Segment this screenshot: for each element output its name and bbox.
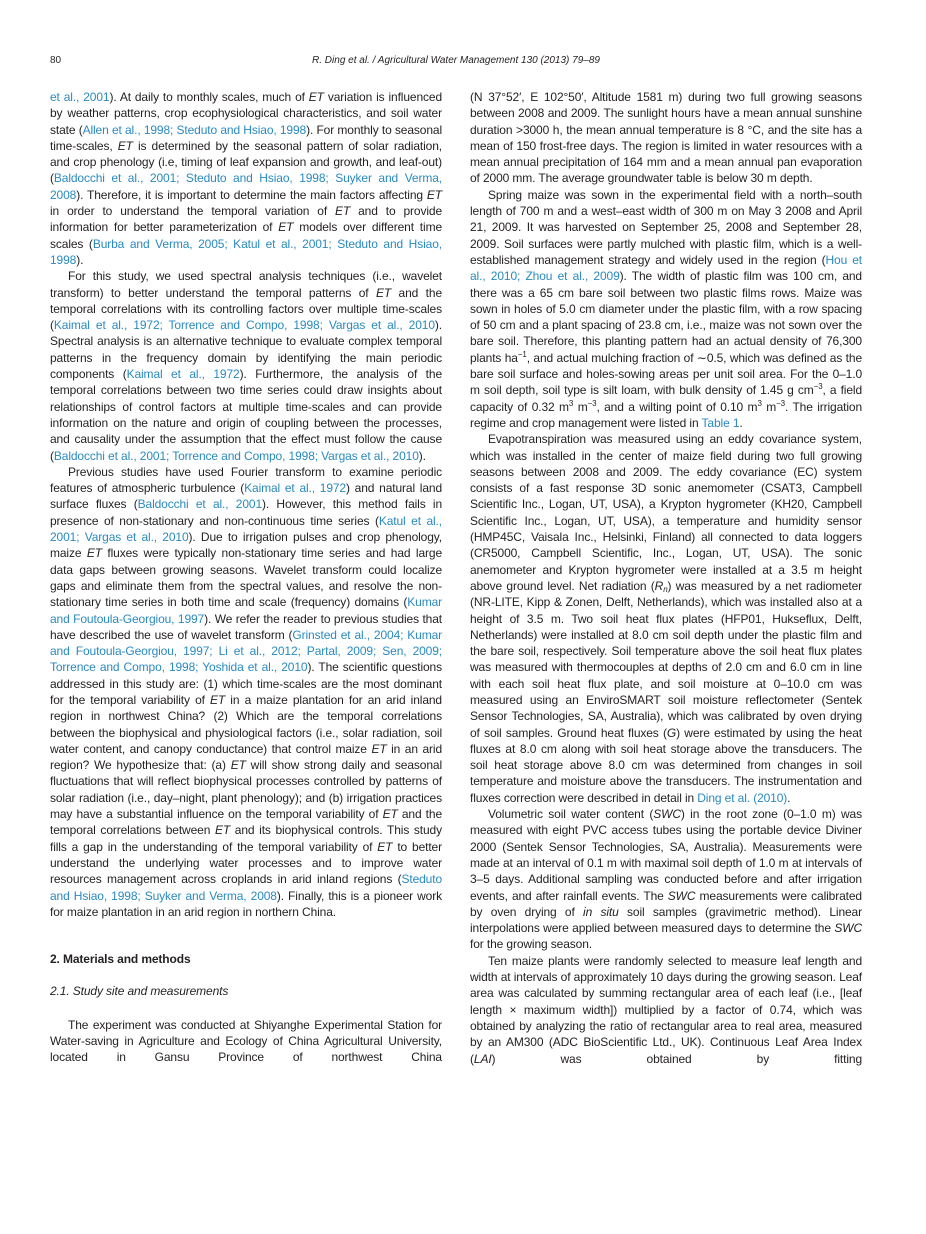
paragraph: [470, 187, 862, 431]
italic-text: SWC: [834, 921, 862, 936]
text-run: Volumetric soil water content (: [488, 807, 654, 822]
superscript: 3: [568, 398, 574, 408]
text-run: ) was measured by a net radiometer (NR-LITE, Kipp & Zonen, Delft, Netherlands), which was installed also at a height of 3.5 m. Two soil heat flux plates (HFP01, Hukseflux, Delft, Netherlands) were installed at 8.0 cm soil depth under the plastic film and the bare soil, respectively. Soil temperature above the soil heat flux plates was measured with thermocouples at depths of 2.0 cm and 6.0 cm in line with each soil heat flux plate, and soil moisture at 0–10.0 cm was measured using an EnviroSMART soil moisture reflectometer (Sentek Sensor Technologies, SA, Australia), which was calibrated by oven drying of soil samples. Ground heat fluxes (: [470, 578, 862, 740]
running-header: R. Ding et al. / Agricultural Water Management 130 (2013) 79–89: [312, 55, 600, 66]
paragraph: [470, 89, 862, 187]
italic-text: G: [666, 725, 677, 740]
right-column: [470, 89, 862, 1067]
citation-link[interactable]: Baldocchi et al., 2001; Steduto and Hsiao, 1998; Suyker and Verma, 2008: [50, 171, 442, 202]
subscript: n: [663, 584, 668, 594]
text-run: Previous studies have used Fourier transform to examine periodic features of atmospheric turbulence (: [50, 464, 442, 496]
text-run: ). Finally, this is a pioneer work for maize plantation in an arid region in northern China.: [50, 888, 442, 919]
text-run: Ten maize plants were randomly selected to measure leaf length and width at intervals of approximately 10 days during the growing season. Leaf area was calculated by summing rectangular area of each leaf (i.e., [leaf length × maximum width]) multiplied by a factor of 0.74, which was obtained by analyzing the ratio of rectangular area to real area, measured by an AM300 (ADC BioScientific Ltd., UK). Continuous Leaf Area Index (: [470, 953, 862, 1066]
citation-link[interactable]: Baldocchi et al., 2001; Torrence and Compo, 1998; Vargas et al., 2010: [53, 448, 419, 463]
italic-text: ET: [214, 823, 231, 838]
text-run: ).: [418, 448, 426, 463]
text-run: and the temporal correlations between: [50, 807, 442, 838]
text-run: Evapotranspiration was measured using an eddy covariance system, which was installed in the center of maize field during two full growing seasons between 2008 and 2009. The eddy covariance (EC) system consists of a fast response 3D sonic anemometer (CSAT3, Campbell Scientific Inc., Logan, UT, USA), a Krypton hygrometer (KH20, Campbell Scientific Inc., Logan, UT, USA), a temperature and humidity sensor (HMP45C, Vaisala Inc., Helsinki, Finland) all connected to data loggers (CR5000, Campbell Scientific, Inc., Logan, UT, USA). The sonic anemometer and Krypton hygrometer were installed at a 3.5 m height above ground level. Net radiation (: [470, 432, 862, 593]
text-run: ). Furthermore, the analysis of the temporal correlations between two time series could draw insights about relationships of control factors at multiple time-scales and can provide information on the nature and origin of coupling between the processes, and causality under the assumption that the effect must follow the cause (: [50, 367, 442, 463]
citation-link[interactable]: Burba and Verma, 2005; Katul et al., 2001; Steduto and Hsiao, 1998: [50, 236, 442, 267]
text-run: ). Due to irrigation pulses and crop phenology, maize: [50, 530, 442, 561]
left-column: [50, 89, 442, 1066]
paragraph: [50, 89, 442, 268]
citation-link[interactable]: Baldocchi et al., 2001: [137, 497, 262, 512]
text-run: The experiment was conducted at Shiyanghe Experimental Station for Water-saving in Agriculture and Ecology of China Agricultural University, located in Gansu Province of northwest China: [50, 1017, 442, 1065]
text-run: .: [739, 415, 743, 430]
text-run: , and a wilting point of 0.10 m: [596, 399, 758, 414]
citation-link[interactable]: Ding et al. (2010): [697, 790, 788, 805]
italic-text: ET: [382, 807, 398, 822]
text-run: ). Therefore, it is important to determine the main factors affecting: [76, 187, 427, 202]
superscript: −3: [587, 398, 597, 408]
text-run: ). At daily to monthly scales, much of: [109, 90, 309, 104]
citation-link[interactable]: Grinsted et al., 2004; Kumar and Foutoula-Georgiou, 1997; Li et al., 2012; Partal, 2009; Sen, 2009; Torrence and Compo, 1998; Yoshida et al., 2010: [50, 627, 443, 675]
text-run: ). However, this method fails in presence of non-stationary and non-continuous time series (: [50, 497, 442, 528]
text-run: m: [761, 399, 777, 414]
citation-link[interactable]: Allen et al., 1998; Steduto and Hsiao, 1998: [82, 122, 307, 137]
paragraph: [50, 464, 442, 920]
text-run: For this study, we used spectral analysis techniques (i.e., wavelet transform) to better understand the temporal patterns of: [50, 269, 442, 300]
text-run: soil samples (gravimetric method). Linear interpolations were applied between measured days to determine the: [470, 904, 862, 936]
text-run: variation is influenced by weather patterns, crop ecophysiological characteristics, and soil water state (: [50, 90, 442, 137]
citation-link[interactable]: Kaimal et al., 1972: [126, 367, 240, 382]
italic-text: LAI: [473, 1051, 492, 1066]
text-run: , and actual mulching fraction of ∼0.5, which was defined as the bare soil surface and holes-sowing areas per unit soil area. For the 0–1.0 m soil depth, soil type is silt loam, with bulk density of 1.45 g cm: [470, 350, 862, 398]
text-run: ). We refer the reader to previous studies that have described the use of wavelet transform (: [50, 611, 443, 642]
text-run: ) were estimated by using the heat fluxes at 8.0 cm along with soil heat storage above the transducers. The soil heat storage above 8.0 cm was determined from changes in soil temperature and moisture above the transducers. The instrumentation and fluxes correction were described in detail in: [470, 725, 862, 805]
superscript: −3: [813, 382, 823, 392]
text-run: models over different time scales (: [50, 220, 442, 251]
italic-text: ET: [308, 90, 324, 104]
italic-text: ET: [210, 692, 226, 707]
citation-link[interactable]: Steduto and Hsiao, 1998; Suyker and Verma, 2008: [50, 872, 442, 903]
italic-text: SWC: [653, 807, 681, 822]
text-run: fluxes were typically non-stationary time series and had large data gaps between growing seasons. Wavelet transform could localize gaps and eliminate them from the spectral values, and resolve the non-stationary time series in both time and scale (frequency) domains (: [50, 546, 442, 610]
text-run: ). The width of plastic film was 100 cm, and there was a 65 cm bare soil between two plastic films rows. Maize was sown in holes of 5.0 cm diameter under the plastic film, with a row spacing of 50 cm and a plant spacing of 23.8 cm, i.e., maize was not sown over the bare soil. Therefore, this planting pattern had an actual density of 76,300 plants ha: [470, 269, 862, 365]
superscript: −3: [776, 398, 785, 408]
italic-text: ET: [375, 285, 392, 300]
text-run: and its biophysical controls. This study fills a gap in the understanding of the temporal variability of: [50, 823, 442, 854]
text-run: to better understand the underlying water processes and to improve water resources management across croplands in arid inland regions (: [50, 839, 442, 887]
citation-link[interactable]: Kaimal et al., 1972: [244, 481, 346, 496]
text-run: for the growing season.: [470, 937, 592, 952]
italic-text: in situ: [583, 904, 619, 919]
italic-text: ET: [426, 187, 442, 202]
superscript: 3: [757, 398, 762, 408]
paragraph: [470, 431, 862, 806]
text-run: ) in the root zone (0–1.0 m) was measured with eight PVC access tubes using the portable device Diviner 2000 (Sentek Sensor Technologies, SA, Australia). Measurements were made at an interval of 0.1 m with maximal soil depth of 1.0 m at intervals of 3–5 days. Additional sampling was conducted before and after irrigation events, and after rainfall events. The: [470, 807, 862, 903]
paragraph: [50, 268, 442, 464]
text-run: is determined by the seasonal pattern of solar radiation, and crop phenology (i.e, timing of leaf expansion and growth, and leaf-out) (: [50, 138, 442, 186]
text-run: .: [787, 790, 791, 805]
text-run: in order to understand the temporal variation of: [50, 204, 336, 219]
text-run: in a maize plantation for an arid inland region in northwest China? (2) Which are the temporal correlations between the biophysical and physiological factors (i.e., solar radiation, soil water content, and canopy conductance) that control maize: [50, 692, 442, 756]
text-run: ). For monthly to seasonal time-scales,: [50, 122, 442, 153]
citation-link[interactable]: Table 1: [701, 415, 740, 430]
text-run: and to provide information for better parameterization of: [50, 204, 442, 235]
text-run: in an arid region? We hypothesize that: (a): [50, 741, 443, 773]
text-run: m: [573, 399, 588, 414]
italic-text: ET: [117, 138, 133, 153]
text-run: Spring maize was sown in the experimental field with a north–south length of 700 m and a west–east width of 300 m on May 3 2008 and April 21, 2009. It was harvested on September 25, 2008 and September 28, 2009. Soil surfaces were partly mulched with plastic film, which is a well-established management strategy and widely used in the region (: [470, 187, 862, 267]
text-run: ) and natural land surface fluxes (: [50, 481, 442, 512]
page-number: 80: [50, 55, 62, 66]
paragraph: [470, 953, 862, 1067]
italic-text: ET: [278, 220, 294, 235]
text-run: (N 37°52′, E 102°50′, Altitude 1581 m) during two full growing seasons between 2008 and 2009. The sunlight hours have a mean annual sunshine duration >3000 h, the mean annual temperature is 8 °C, and the site has a mean of 150 frost-free days. The region is limited in water resources with a mean annual precipitation of 164 mm and a mean annual pan evaporation of 2000 mm. The average groundwater table is below 30 m depth.: [470, 90, 862, 186]
text-run: ). Spectral analysis is an alternative technique to evaluate complex temporal patterns in the frequency domain by identifying the main periodic components (: [50, 318, 442, 382]
citation-link[interactable]: Hou et al., 2010; Zhou et al., 2009: [470, 252, 862, 284]
italic-text: ET: [86, 546, 102, 561]
section-heading: 2. Materials and methods: [50, 952, 191, 967]
citation-link[interactable]: Katul et al., 2001; Vargas et al., 2010: [50, 513, 442, 545]
italic-text: ET: [377, 839, 393, 854]
text-run: measurements were calibrated by oven drying of: [470, 888, 862, 919]
text-run: , a field capacity of 0.32 m: [470, 383, 862, 414]
subsection-heading: 2.1. Study site and measurements: [50, 984, 229, 999]
paragraph: [470, 806, 862, 953]
text-run: ) was obtained by fitting: [491, 1051, 862, 1066]
italic-text: SWC: [667, 888, 696, 903]
superscript: −1: [517, 349, 527, 359]
italic-text: ET: [230, 758, 246, 773]
italic-text: ET: [335, 204, 351, 219]
italic-text: ET: [371, 741, 387, 756]
citation-link[interactable]: Kaimal et al., 1972; Torrence and Compo, 1998; Vargas et al., 2010: [53, 318, 435, 333]
text-run: ).: [76, 252, 84, 267]
italic-text: R: [654, 578, 664, 593]
citation-link[interactable]: et al., 2001: [50, 90, 110, 104]
text-run: ). The scientific questions addressed in this study are: (1) which time-scales are the most dominant for the temporal variability of: [50, 660, 442, 707]
text-run: will show strong daily and seasonal fluctuations that will reflect biophysical processes controlled by patterns of solar radiation (i.e., day–night, plant phenology); and (b) irrigation practices may have a substantial influence on the temporal variability of: [50, 758, 442, 822]
text-run: . The irrigation regime and crop management were listed in: [470, 399, 863, 430]
text-run: and the temporal correlations with its controlling factors over multiple time-scales (: [50, 285, 443, 333]
citation-link[interactable]: Kumar and Foutoula-Georgiou, 1997: [50, 595, 442, 626]
paragraph: [50, 1017, 442, 1066]
